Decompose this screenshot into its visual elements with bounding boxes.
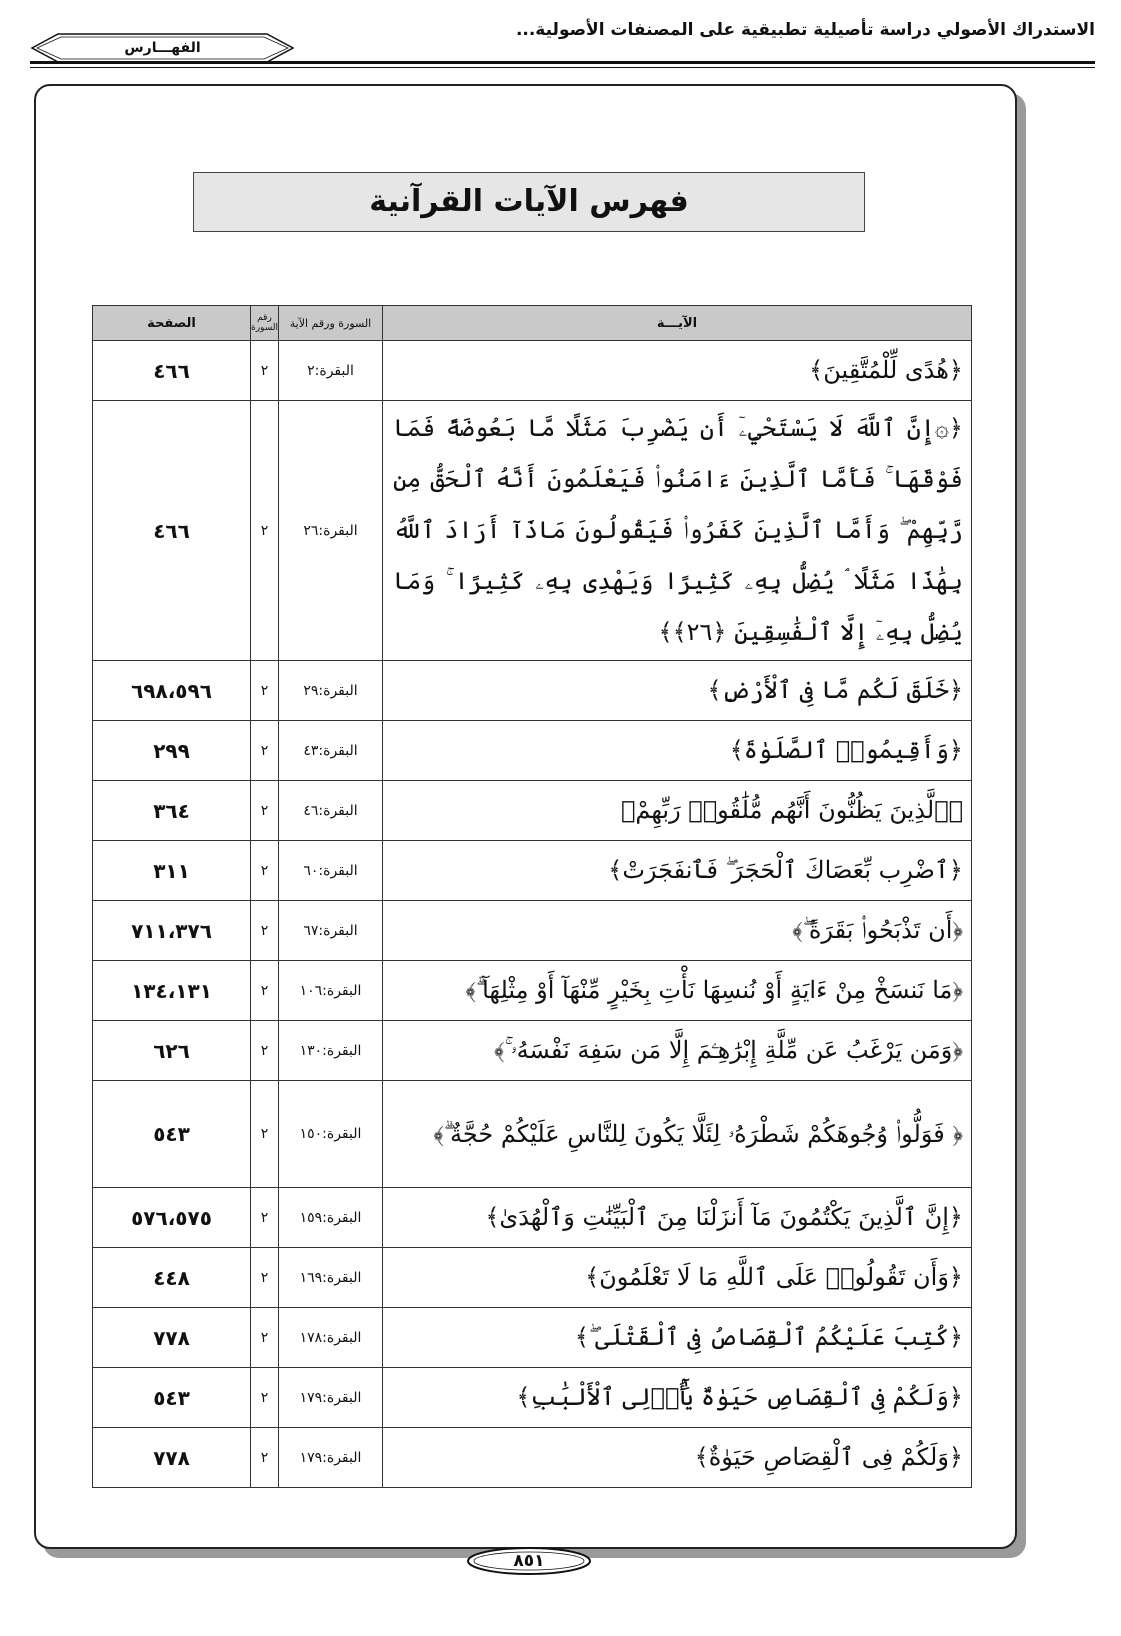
reference-cell: البقرة:٢٦ bbox=[279, 401, 383, 661]
page-cell: ١٣٤،١٣١ bbox=[93, 961, 251, 1021]
surah-number-cell: ٢ bbox=[251, 721, 279, 781]
surah-number-cell: ٢ bbox=[251, 1188, 279, 1248]
reference-cell: البقرة:١٧٩ bbox=[279, 1368, 383, 1428]
verse-cell: ﴿خَلَقَ لَكُم مَّا فِى ٱلْأَرْضِ﴾ bbox=[383, 661, 972, 721]
surah-number-cell: ٢ bbox=[251, 1021, 279, 1081]
verse-index-table bbox=[92, 305, 972, 1488]
verse-cell: ﴿إِنَّ ٱلَّذِينَ يَكْتُمُونَ مَآ أَنزَلْنَا مِنَ ٱلْبَيِّنَٰتِ وَٱلْهُدَىٰ﴾ bbox=[383, 1188, 972, 1248]
table-row bbox=[93, 341, 972, 401]
reference-cell: البقرة:٤٦ bbox=[279, 781, 383, 841]
table-row bbox=[93, 961, 972, 1021]
page-cell: ٢٩٩ bbox=[93, 721, 251, 781]
column-header-reference: السورة ورقم الآية bbox=[279, 306, 383, 341]
page-cell: ٧٧٨ bbox=[93, 1308, 251, 1368]
table-row bbox=[93, 1428, 972, 1488]
surah-number-cell: ٢ bbox=[251, 1248, 279, 1308]
verse-cell: ﴿وَلَكُمْ فِى ٱلْقِصَاصِ حَيَوٰةٌ﴾ bbox=[383, 1428, 972, 1488]
verse-cell: ﴿ٱلَّذِينَ يَظُنُّونَ أَنَّهُم مُّلَٰقُوا۟ رَبِّهِمْ﴾ bbox=[383, 781, 972, 841]
table-row bbox=[93, 781, 972, 841]
table-row bbox=[93, 1308, 972, 1368]
reference-cell: البقرة:١٦٩ bbox=[279, 1248, 383, 1308]
table-row bbox=[93, 901, 972, 961]
surah-number-cell: ٢ bbox=[251, 961, 279, 1021]
column-header-verse: الآيـــة bbox=[383, 306, 972, 341]
page-cell: ٤٦٦ bbox=[93, 341, 251, 401]
reference-cell: البقرة:٤٣ bbox=[279, 721, 383, 781]
column-header-surah-number: رقم السورة bbox=[251, 306, 279, 341]
table-row bbox=[93, 841, 972, 901]
surah-number-cell: ٢ bbox=[251, 1368, 279, 1428]
reference-cell: البقرة:٢ bbox=[279, 341, 383, 401]
reference-cell: البقرة:١٧٩ bbox=[279, 1428, 383, 1488]
surah-number-cell: ٢ bbox=[251, 341, 279, 401]
table-row bbox=[93, 1248, 972, 1308]
surah-number-cell: ٢ bbox=[251, 781, 279, 841]
table-row bbox=[93, 1021, 972, 1081]
section-label: الفهـــارس bbox=[124, 40, 201, 56]
surah-number-cell: ٢ bbox=[251, 901, 279, 961]
surah-number-cell: ٢ bbox=[251, 401, 279, 661]
page-cell: ٦٩٨،٥٩٦ bbox=[93, 661, 251, 721]
verse-cell: ﴿وَمَن يَرْغَبُ عَن مِّلَّةِ إِبْرَٰهِـۧمَ إِلَّا مَن سَفِهَ نَفْسَهُۥ ۚ﴾ bbox=[383, 1021, 972, 1081]
index-title: فهرس الآيات القرآنية bbox=[193, 172, 865, 232]
verse-cell: ﴿كُتِبَ عَلَيْكُمُ ٱلْقِصَاصُ فِى ٱلْقَتْلَى ۖ﴾ bbox=[383, 1308, 972, 1368]
page-cell: ٣٦٤ bbox=[93, 781, 251, 841]
reference-cell: البقرة:٢٩ bbox=[279, 661, 383, 721]
page-cell: ٦٢٦ bbox=[93, 1021, 251, 1081]
page-cell: ٣١١ bbox=[93, 841, 251, 901]
reference-cell: البقرة:١٣٠ bbox=[279, 1021, 383, 1081]
page-number-badge bbox=[466, 1546, 592, 1576]
page-cell: ٤٤٨ bbox=[93, 1248, 251, 1308]
page-cell: ٥٧٦،٥٧٥ bbox=[93, 1188, 251, 1248]
surah-number-cell: ٢ bbox=[251, 1308, 279, 1368]
page-number: ٨٥١ bbox=[513, 1551, 545, 1571]
reference-cell: البقرة:١٧٨ bbox=[279, 1308, 383, 1368]
surah-number-cell: ٢ bbox=[251, 1081, 279, 1188]
book-running-title: الاستدراك الأصولي دراسة تأصيلية تطبيقية على المصنفات الأصولية... bbox=[515, 20, 1095, 40]
section-tab bbox=[30, 32, 295, 64]
table-row bbox=[93, 661, 972, 721]
column-header-page: الصفحة bbox=[93, 306, 251, 341]
verse-cell: ﴿وَأَن تَقُولُوا۟ عَلَى ٱللَّهِ مَا لَا تَعْلَمُونَ﴾ bbox=[383, 1248, 972, 1308]
verse-cell: ﴿وَأَقِيمُوا۟ ٱلصَّلَوٰةَ﴾ bbox=[383, 721, 972, 781]
header-rule bbox=[30, 61, 1095, 64]
verse-cell: ﴿هُدًى لِّلْمُتَّقِينَ﴾ bbox=[383, 341, 972, 401]
reference-cell: البقرة:١٥٩ bbox=[279, 1188, 383, 1248]
table-row bbox=[93, 1081, 972, 1188]
verse-cell: ﴿ فَوَلُّوا۟ وُجُوهَكُمْ شَطْرَهُۥ لِئَلَّا يَكُونَ لِلنَّاسِ عَلَيْكُمْ حُجَّةٌ ۗ﴾ bbox=[383, 1081, 972, 1188]
verse-cell: ﴿أَن تَذْبَحُوا۟ بَقَرَةً ۖ﴾ bbox=[383, 901, 972, 961]
page-cell: ٧١١،٣٧٦ bbox=[93, 901, 251, 961]
page-cell: ٥٤٣ bbox=[93, 1081, 251, 1188]
verse-cell: ﴿وَلَكُمْ فِى ٱلْقِصَاصِ حَيَوٰةٌ يَٰٓأُو۟لِى ٱلْأَلْبَٰبِ﴾ bbox=[383, 1368, 972, 1428]
reference-cell: البقرة:١٠٦ bbox=[279, 961, 383, 1021]
verse-cell: ﴿مَا نَنسَخْ مِنْ ءَايَةٍ أَوْ نُنسِهَا نَأْتِ بِخَيْرٍ مِّنْهَآ أَوْ مِثْلِهَآ ۗ﴾ bbox=[383, 961, 972, 1021]
table-row bbox=[93, 401, 972, 661]
table-header-row bbox=[93, 306, 972, 341]
reference-cell: البقرة:٦٠ bbox=[279, 841, 383, 901]
verse-cell: ﴿ٱضْرِب بِّعَصَاكَ ٱلْحَجَرَ ۖ فَٱنفَجَرَتْ﴾ bbox=[383, 841, 972, 901]
reference-cell: البقرة:٦٧ bbox=[279, 901, 383, 961]
page-cell: ٥٤٣ bbox=[93, 1368, 251, 1428]
surah-number-cell: ٢ bbox=[251, 1428, 279, 1488]
table-row bbox=[93, 1188, 972, 1248]
table-row bbox=[93, 721, 972, 781]
surah-number-cell: ٢ bbox=[251, 661, 279, 721]
surah-number-cell: ٢ bbox=[251, 841, 279, 901]
table-row bbox=[93, 1368, 972, 1428]
page-cell: ٧٧٨ bbox=[93, 1428, 251, 1488]
reference-cell: البقرة:١٥٠ bbox=[279, 1081, 383, 1188]
page-cell: ٤٦٦ bbox=[93, 401, 251, 661]
header-rule-thin bbox=[30, 67, 1095, 68]
verse-cell: ﴿۞إِنَّ ٱللَّهَ لَا يَسْتَحْيِۦٓ أَن يَضْرِبَ مَثَلًا مَّا بَعُوضَةً فَمَا فَوْقَهَا ۚ فَأَمَّا ٱلَّذِينَ ءَامَنُوا۟ فَيَعْلَمُونَ أَنَّهُ ٱلْحَقُّ مِن رَّبِّهِمْ ۖ وَأَمَّا ٱلَّذِينَ كَفَرُوا۟ فَيَقُولُونَ مَاذَآ أَرَادَ ٱللَّهُ بِهَٰذَا مَثَلًا ۘ يُضِلُّ بِهِۦ كَثِيرًا وَيَهْدِى بِهِۦ كَثِيرًا ۚ وَمَا يُضِلُّ بِهِۦٓ إِلَّا ٱلْفَٰسِقِينَ ﴿٢٦﴾﴾ bbox=[383, 401, 972, 661]
